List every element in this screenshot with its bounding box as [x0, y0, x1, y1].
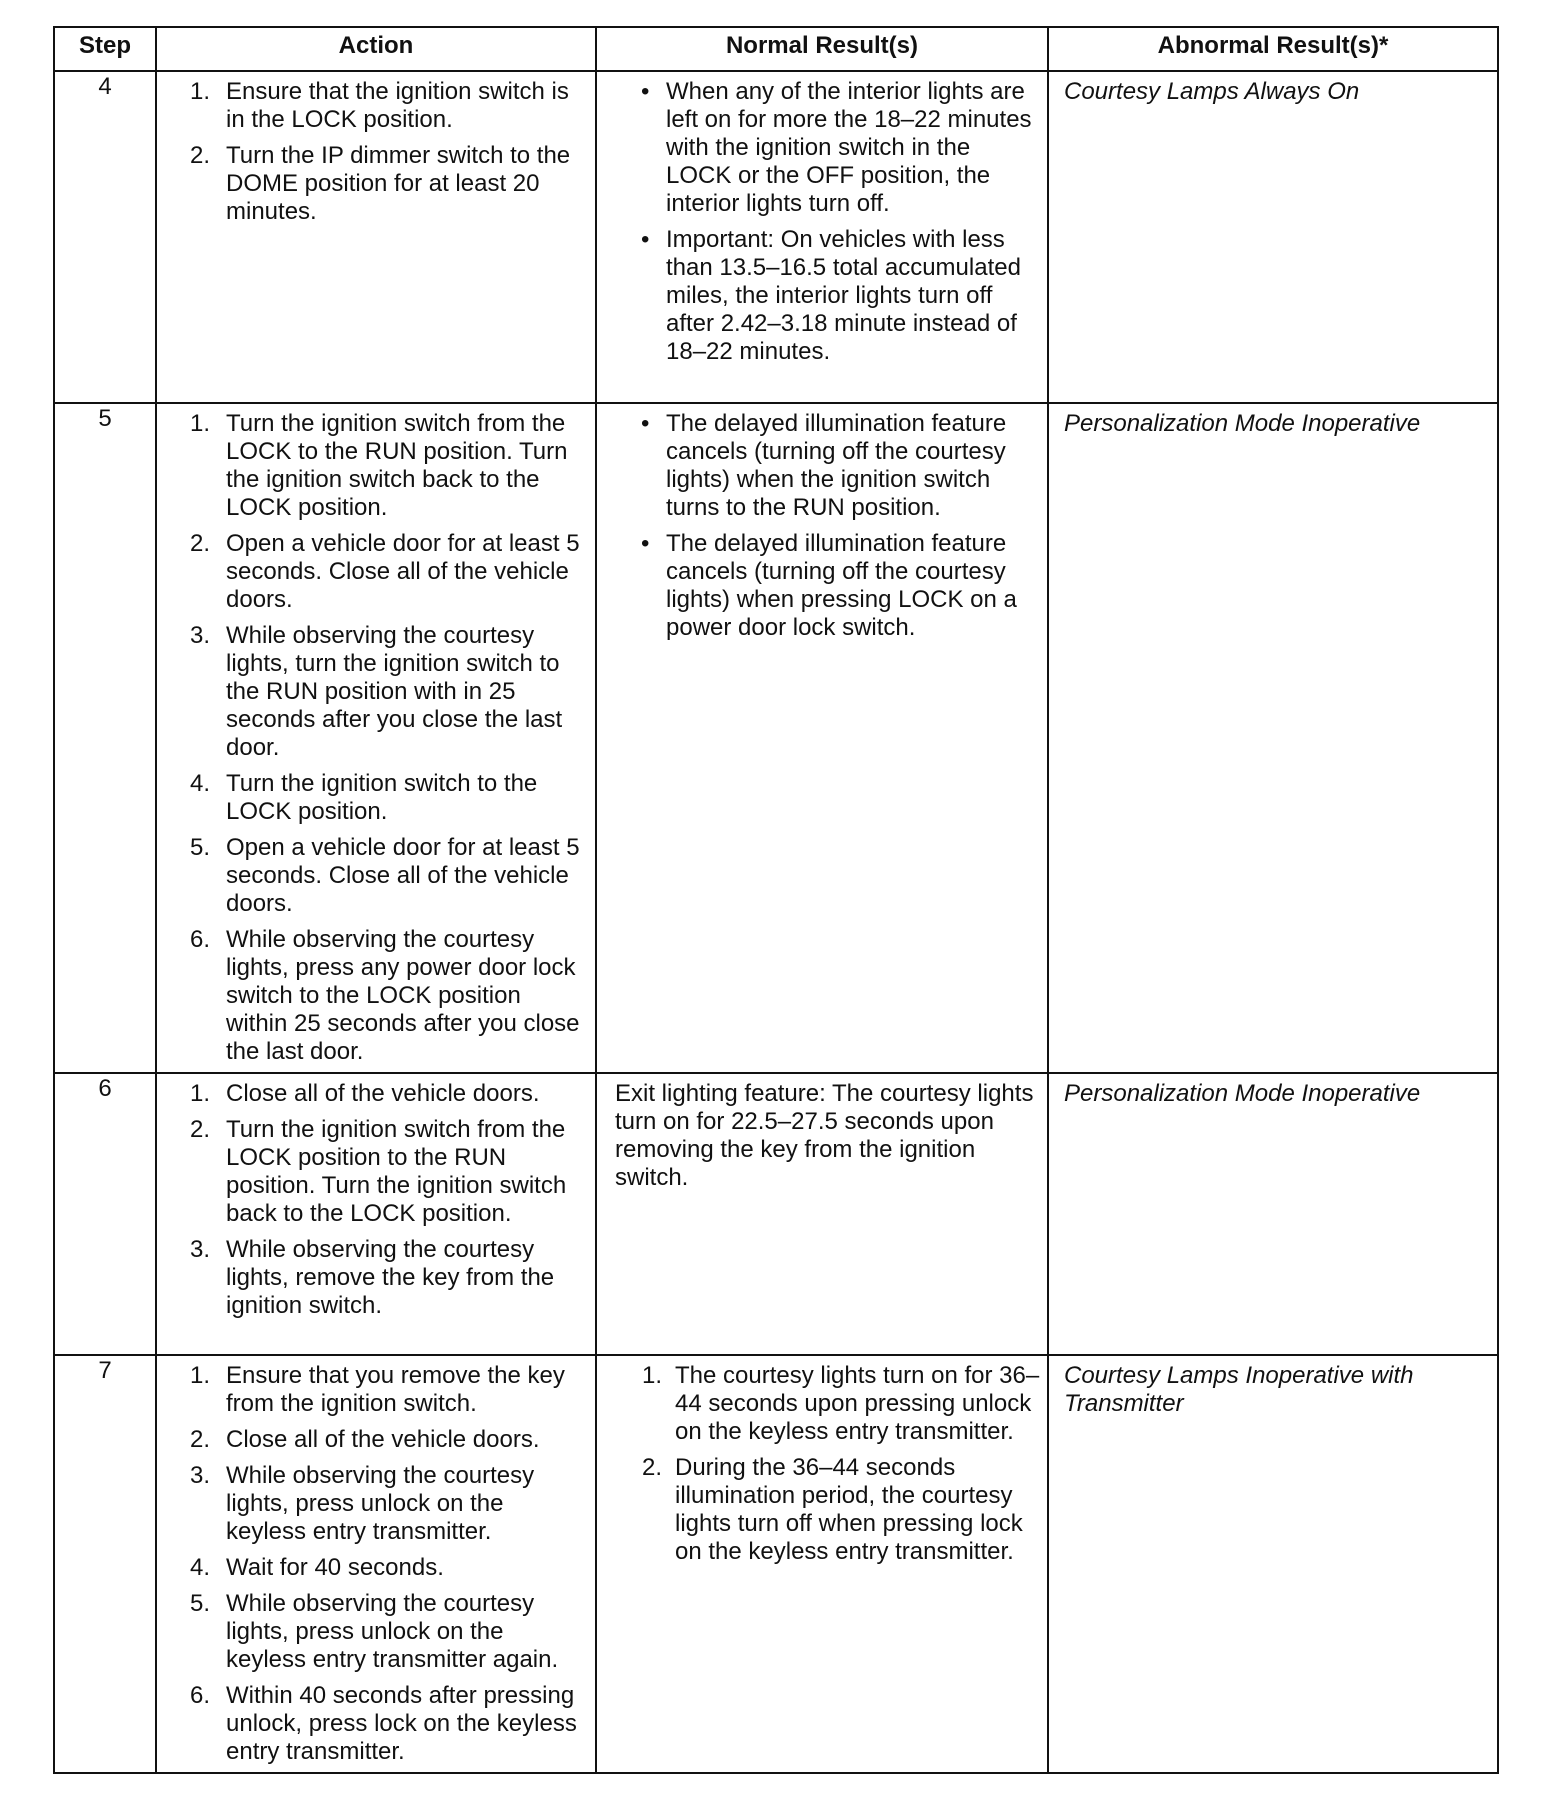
table-row — [54, 71, 1498, 403]
table-row — [54, 1355, 1498, 1773]
abnormal-result-cell: Courtesy Lamps Inoperative with Transmitter — [1048, 1355, 1498, 1773]
table-header-row — [54, 27, 1498, 71]
abnormal-result-cell: Personalization Mode Inoperative — [1048, 403, 1498, 1073]
normal-result-item: 1. The courtesy lights turn on for 36–44 seconds upon pressing unlock on the keyless entry transmitter. — [642, 1362, 1040, 1445]
step-number: 4 — [54, 71, 156, 403]
normal-result-item: • When any of the interior lights are left on for more the 18–22 minutes with the ignition switch in the LOCK or the OFF position, the interior lights turn off. — [641, 78, 1032, 217]
action-item: 1. Ensure that you remove the key from the ignition switch. — [190, 1362, 565, 1417]
normal-result-cell — [596, 403, 1048, 1073]
header-abnormal-results: Abnormal Result(s)* — [1048, 27, 1498, 71]
action-item: 3. While observing the courtesy lights, press unlock on the keyless entry transmitter. — [190, 1462, 535, 1545]
action-cell — [156, 71, 596, 403]
action-item: 2. Turn the IP dimmer switch to the DOME position for at least 20 minutes. — [190, 142, 571, 225]
header-normal-results: Normal Result(s) — [596, 27, 1048, 71]
header-step: Step — [54, 27, 156, 71]
header-action: Action — [156, 27, 596, 71]
action-item: 2. Open a vehicle door for at least 5 seconds. Close all of the vehicle doors. — [190, 530, 580, 613]
normal-result-cell — [596, 1355, 1048, 1773]
abnormal-result-cell: Courtesy Lamps Always On — [1048, 71, 1498, 403]
diagnostic-procedure-table — [53, 26, 1499, 1774]
action-cell — [156, 1355, 596, 1773]
action-item: 5. While observing the courtesy lights, press unlock on the keyless entry transmitter again. — [190, 1590, 559, 1673]
action-item: 6. While observing the courtesy lights, press any power door lock switch to the LOCK position within 25 seconds after you close the last door. — [190, 926, 580, 1065]
step-number: 5 — [54, 403, 156, 1073]
table-row — [54, 1073, 1498, 1355]
action-item: 2. Turn the ignition switch from the LOCK position to the RUN position. Turn the ignition switch back to the LOCK position. — [190, 1116, 567, 1227]
normal-result-item: • The delayed illumination feature cancels (turning off the courtesy lights) when pressing LOCK on a power door lock switch. — [641, 530, 1017, 641]
action-item: 4. Wait for 40 seconds. — [190, 1554, 444, 1581]
action-item: 1. Close all of the vehicle doors. — [190, 1080, 540, 1107]
action-cell — [156, 403, 596, 1073]
action-item: 3. While observing the courtesy lights, remove the key from the ignition switch. — [190, 1236, 555, 1319]
abnormal-result-cell: Personalization Mode Inoperative — [1048, 1073, 1498, 1355]
step-number: 6 — [54, 1073, 156, 1355]
action-item: 1. Ensure that the ignition switch is in the LOCK position. — [190, 78, 569, 133]
action-item: 5. Open a vehicle door for at least 5 seconds. Close all of the vehicle doors. — [190, 834, 580, 917]
action-item: 6. Within 40 seconds after pressing unlock, press lock on the keyless entry transmitter. — [190, 1682, 577, 1765]
normal-result-item: • Important: On vehicles with less than 13.5–16.5 total accumulated miles, the interior lights turn off after 2.42–3.18 minute instead of 18–22 minutes. — [641, 226, 1021, 365]
action-item: 4. Turn the ignition switch to the LOCK position. — [190, 770, 538, 825]
normal-result-item: • The delayed illumination feature cancels (turning off the courtesy lights) when the ignition switch turns to the RUN position. — [641, 410, 1007, 521]
action-item: 2. Close all of the vehicle doors. — [190, 1426, 540, 1453]
action-cell — [156, 1073, 596, 1355]
table-row — [54, 403, 1498, 1073]
normal-result-cell — [596, 71, 1048, 403]
action-item: 1. Turn the ignition switch from the LOCK to the RUN position. Turn the ignition switch back to the LOCK position. — [190, 410, 568, 521]
step-number: 7 — [54, 1355, 156, 1773]
normal-result-cell: Exit lighting feature: The courtesy lights turn on for 22.5–27.5 seconds upon removing the key from the ignition switch. — [596, 1073, 1048, 1355]
normal-result-item: 2. During the 36–44 seconds illumination period, the courtesy lights turn off when pressing lock on the keyless entry transmitter. — [642, 1454, 1023, 1565]
action-item: 3. While observing the courtesy lights, turn the ignition switch to the RUN position with in 25 seconds after you close the last door. — [190, 622, 563, 761]
